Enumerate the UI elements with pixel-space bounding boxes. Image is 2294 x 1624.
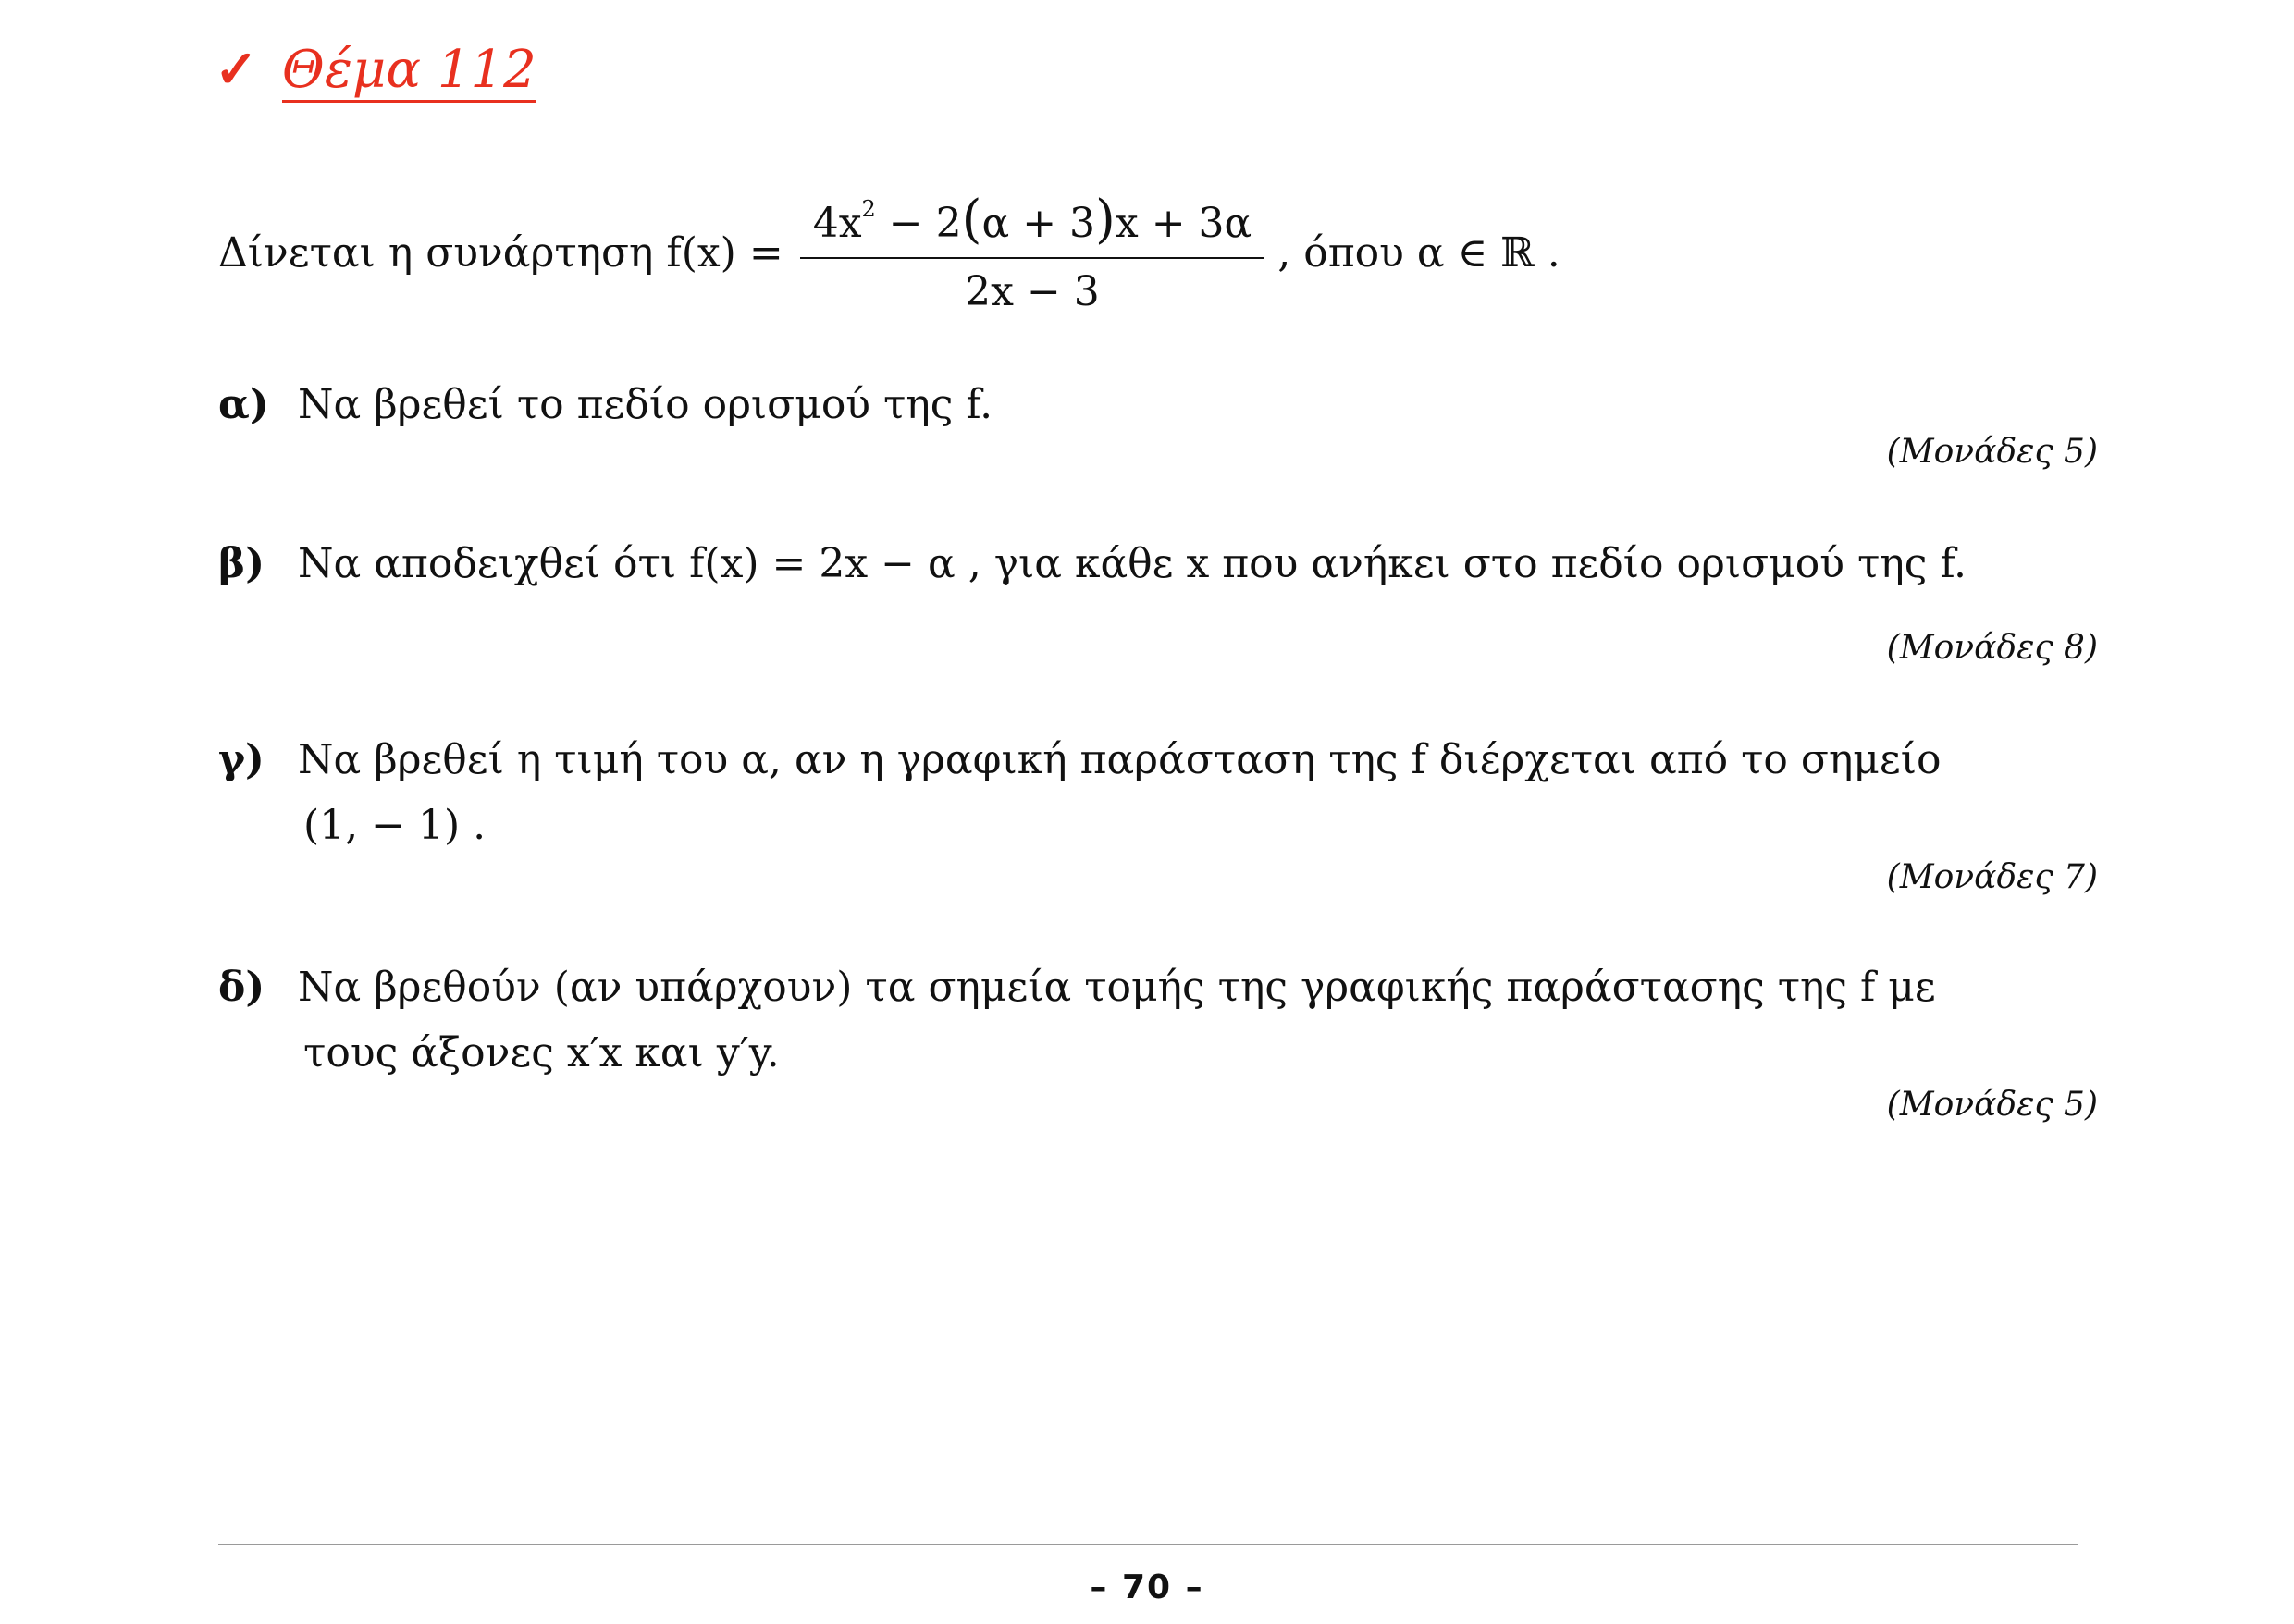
marks-a: (Μονάδες 5) [1886,433,2098,471]
page-number: – 70 – [1090,1569,1204,1606]
numerator-term-c: x + 3α [1115,200,1252,247]
question-text: Να βρεθεί το πεδίο ορισμού της f. [298,381,993,428]
paren-open: ( [961,190,982,250]
intro-suffix: , όπου α ∈ ℝ . [1277,228,1560,277]
question-b [218,540,2105,587]
question-text-continued: τους άξονες x′x και y′y. [303,1029,780,1077]
question-label: γ) [218,736,265,783]
fraction-numerator [800,190,1265,257]
question-label: β) [218,540,265,587]
numerator-exponent: 2 [861,196,876,222]
numerator-term-a: 4x [812,200,862,247]
paren-close: ) [1095,190,1116,250]
title-text: Θέμα 112 [282,43,536,103]
question-text: Να αποδειχθεί ότι f(x) = 2x − α , για κάθε x που ανήκει στο πεδίο ορισμού της f. [298,540,1967,587]
question-text: Να βρεθεί η τιμή του α, αν η γραφική παράσταση της f διέρχεται από το σημείο [298,736,1942,783]
page-title [215,39,536,113]
checkmark-icon: ✓ [215,39,258,100]
question-label: δ) [218,964,265,1011]
question-d [218,964,2105,1077]
intro-prefix: Δίνεται η συνάρτηση f(x) = [218,228,783,277]
question-c [218,736,2105,849]
footer-divider [218,1544,2078,1545]
question-label: α) [218,381,269,428]
marks-d: (Μονάδες 5) [1886,1086,2098,1124]
question-text-continued: (1, − 1) . [303,802,487,849]
marks-c: (Μονάδες 7) [1886,858,2098,896]
function-definition [218,183,2087,322]
numerator-term-mid: α + 3 [981,200,1096,247]
numerator-term-b: − 2 [875,200,962,247]
fraction [800,190,1265,315]
question-text: Να βρεθούν (αν υπάρχουν) τα σημεία τομής της γραφικής παράστασης της f με [298,964,1936,1011]
fraction-denominator: 2x − 3 [965,268,1100,315]
question-a [218,381,2105,428]
marks-b: (Μονάδες 8) [1886,629,2098,667]
